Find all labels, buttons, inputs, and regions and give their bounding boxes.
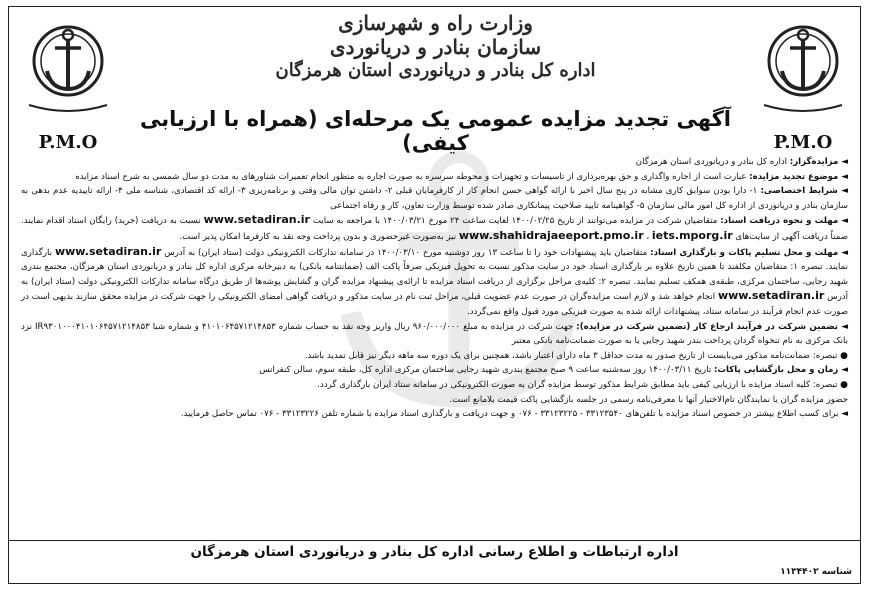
bullet-icon: ◄	[841, 247, 849, 258]
footer-issuer: اداره ارتباطات و اطلاع رسانی اداره کل بنادر و دریانوردی استان هرمزگان	[190, 544, 679, 560]
opening-label: زمان و محل بازگشایی پاکات:	[713, 365, 839, 376]
opening-paragraph	[21, 363, 848, 378]
header	[9, 7, 861, 155]
bullet-icon: ◄	[841, 409, 848, 420]
documents-text: نسبت به دریافت (خرید) رایگان اسناد اقدام نمایند. ضمناً دریافت آگهی از سایت‌های	[21, 216, 848, 242]
ad-identifier	[780, 567, 852, 577]
iets-link[interactable]: iets.mporg.ir	[651, 228, 733, 242]
submission-text: بارگذاری نمایند. تبصره ۱: متقاضیان مکلفند تا همین تاریخ علاوه بر بارگذاری اسناد خود در سایت مذکور نسبت به تحویل فیزیکی صرفاً پاکت الف (ضمانتنامه بانکی) به دبیرخانه مرکزی اداره کل بنادر و دریانوردی استان هرمزگان، مجتمع بندری شهید رجایی، ساختمان مرکزی، طبقه‌ی همکف تسلیم نمایند. تبصره ۲: کلیه‌ی مراحل برگزاری از دریافت اسناد مزایده تا ارائه‌ی پیشنهاد مزایده گران و گشایش پوشه‌ها از طریق درگاه سامانه تدارکات الکترونیکی دولت (ستاد ایران) به آدرس	[21, 247, 849, 303]
submission-label: مهلت و محل تسلیم پاکات و بارگذاری اسناد:	[650, 247, 839, 258]
auctioneer-label: مزایده‌گزار:	[789, 157, 839, 167]
shahidrajaeeport-link[interactable]: www.shahidrajaeeport.pmo.ir	[458, 228, 644, 242]
auctioneer-paragraph	[21, 155, 848, 170]
bullet-icon: ●	[840, 379, 848, 390]
setadiran-link[interactable]: www.setadiran.ir	[54, 244, 162, 258]
bullet-icon: ◄	[841, 365, 848, 376]
attendance-text: حضور مزایده گران یا نمایندگان تام‌الاختیار آنها با معرفی‌نامه رسمی در جلسه بازگشایی پاکت قیمت بلامانع است.	[449, 394, 848, 405]
documents-text: نیز به‌صورت غیرحضوری و بدون پرداخت وجه نقد به کارفرما امکان پذیر است.	[179, 231, 457, 242]
submission-text: متقاضیان باید پیشنهادات خود را تا ساعت ۱۳ روز دوشنبه مورخ ۱۴۰۰/۰۳/۱۰ در سامانه تدارکات الکترونیکی دولت (ستاد ایران) به آدرس	[164, 247, 648, 258]
organization-name: سازمان بنادر و دریانوردی	[329, 35, 542, 59]
documents-paragraph: ◄ مهلت و نحوه دریافت اسناد: متقاضیان شرکت در مزایده می‌توانند از تاریخ ۱۴۰۰/۰۲/۲۵ لغایت ساعت ۲۴ مورخ ۱۴۰۰/۰۳/۲۱ با مراجعه به سایت www.setadiran.ir نسبت به دریافت (خرید) رایگان اسناد اقدام نمایند. ضمناً دریافت آگهی از سایت‌های www.shahidrajaeeport.pmo.ir ، iets.mporg.ir نیز به‌صورت غیرحضوری و بدون پرداخت وجه نقد به کارفرما امکان پذیر است.	[21, 213, 849, 242]
auctioneer-text: اداره کل بنادر و دریانوردی استان هرمزگان	[635, 157, 788, 167]
bullet-icon: ◄	[841, 321, 848, 332]
setadiran-link[interactable]: www.setadiran.ir	[203, 213, 310, 227]
guarantee-label: تضمین شرکت در فرآیند ارجاع کار (تضمین شرکت در مزایده):	[576, 321, 839, 332]
ad-id-value: ۱۱۳۴۴۰۲	[780, 567, 819, 577]
conditions-text: ۱- دارا بودن سوابق کاری مشابه در پنج سال اخیر با ارائه گواهی حسن انجام کار از کارفرمایان قبلی ۲- داشتن توان مالی وقتی و برنامه‌ریزی ۳- ارائه کد اقتصادی، شناسه ملی ۴- ارائه تاییدیه عدم بدهی به سازمان بنادر و دریانوردی از اداره کل امور مالی سازمان ۵- گواهینامه تایید صلاحیت پیمانکاری صادر شده توسط وزارت تعاون، کار و رفاه اجتماعی	[21, 186, 848, 211]
bullet-icon: ◄	[841, 216, 849, 227]
advertisement-page	[8, 6, 861, 584]
guarantee-paragraph	[21, 320, 848, 349]
bullet-icon: ◄	[841, 171, 848, 182]
opening-text: تاریخ ۱۴۰۰/۰۳/۱۱ روز سه‌شنبه ساعت ۹ صبح مجتمع بندری شهید رجایی ساختمان مرکزی اداره کل، طبقه سوم، سالن کنفرانس	[259, 365, 712, 376]
issuer-block	[9, 11, 861, 83]
guarantee-note-text: تبصره: ضمانت‌نامه مذکور می‌بایست از تاریخ صدور به مدت حداقل ۳ ماه دارای اعتبار باشد، همچنین برای یک دوره سه ماهه دیگر نیز قابل تمدید باشد.	[304, 350, 838, 361]
ministry-name: وزارت راه و شهرسازی	[338, 11, 533, 35]
guarantee-note	[21, 349, 848, 364]
logo-caption: P.M.O	[773, 132, 833, 153]
subject-paragraph	[21, 170, 848, 185]
attendance-paragraph	[21, 393, 848, 408]
setadiran-link[interactable]: www.setadiran.ir	[717, 289, 825, 303]
opening-note-text: تبصره: کلیه اسناد مزایده با ارزیابی کیفی باید مطابق شرایط مذکور توسط مزایده گران به صورت الکترونیکی در سامانه ستاد ایران بارگذاری گردد.	[317, 379, 838, 390]
subject-text: عبارت است از اجاره واگذاری و حق بهره‌برداری از تاسیسات و تجهیزات و محوطه سرسره به صورت اجاره به منظور انجام تعمیرات شناورهای به مدت دو سال شمسی به شرح اسناد مزایده	[75, 171, 747, 182]
department-name: اداره کل بنادر و دریانوردی استان هرمزگان	[275, 60, 596, 81]
conditions-paragraph	[21, 184, 848, 213]
logo-caption: P.M.O	[38, 132, 98, 153]
conditions-label: شرایط اختصاصی:	[760, 186, 838, 197]
subject-label: موضوع تجدید مزایده:	[749, 171, 839, 182]
ad-id-label: شناسه	[821, 567, 852, 577]
opening-note	[21, 378, 848, 393]
guarantee-text: جهت شرکت در مزایده به مبلغ ۹۶۰/۰۰۰/۰۰۰ ریال واریز وجه نقد به حساب شماره ۴۱۰۱۰۶۴۵۷۱۲۱۴۸۵۳ و شماره شبا IR۹۳۰۱۰۰۰۴۱۰۱۰۶۴۵۷۱۲۱۴۸۵۳ نزد بانک مرکزی به نام تنخواه گردان پرداخت بندر شهید رجایی یا به صورت ضمانت‌نامه بانکی معتبر	[21, 321, 848, 347]
documents-text: متقاضیان شرکت در مزایده می‌توانند از تاریخ ۱۴۰۰/۰۲/۲۵ لغایت ساعت ۲۴ مورخ ۱۴۰۰/۰۳/۲۱ با مراجعه به سایت	[312, 216, 718, 227]
submission-paragraph	[21, 245, 848, 320]
documents-label: مهلت و نحوه دریافت اسناد:	[720, 216, 839, 227]
advertisement-body	[21, 155, 848, 422]
contact-text: برای کسب اطلاع بیشتر در خصوص اسناد مزایده با تلفن‌های ۳۳۱۲۳۵۴۰ - ۳۳۱۲۳۲۲۵ - ۰۷۶ و جهت دریافت و بارگذاری اسناد مزایده با شماره تلفن ۳۳۱۲۳۲۲۶ - ۰۷۶ تماس حاصل فرمایید.	[180, 409, 839, 420]
submission-text: انجام خواهد شد و لازم است مزایده‌گران در صورت عدم عضویت قبلی، مراحل ثبت نام در سایت مذکور و دریافت گواهی امضای الکترونیکی را جهت شرکت در مزایده محقق سازند بدیهی است در صورت عدم انجام فرآیند در سامانه ستاد، پیشنهادات ارائه شده به صورت فیزیکی مورد قبول واقع نمی‌گردد.	[21, 292, 848, 317]
bullet-icon: ◄	[841, 157, 848, 167]
bullet-icon: ●	[840, 350, 848, 361]
footer-divider	[9, 540, 860, 541]
bullet-icon: ◄	[841, 186, 848, 197]
contact-paragraph	[21, 407, 848, 422]
page-title: آگهی تجدید مزایده عمومی یک مرحله‌ای (همراه با ارزیابی کیفی)	[140, 107, 731, 155]
